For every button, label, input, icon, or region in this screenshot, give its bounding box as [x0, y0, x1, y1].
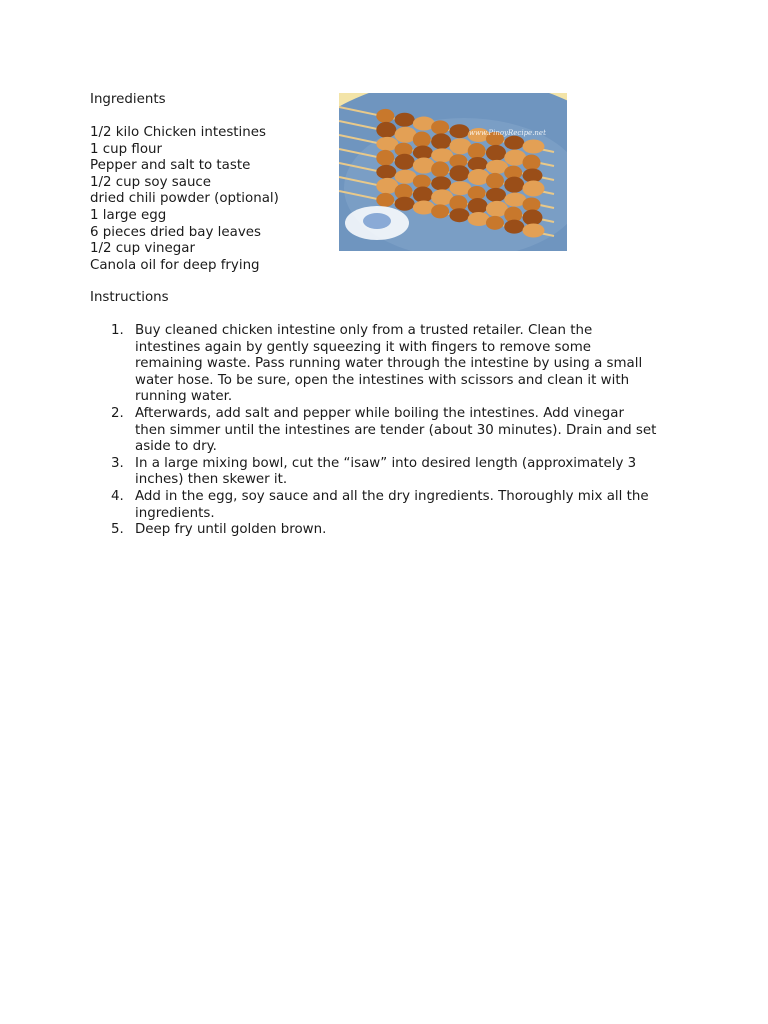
- step-number: 1.: [111, 323, 124, 338]
- fried-isaw-piece: [523, 169, 543, 183]
- step-number: 3.: [111, 455, 124, 471]
- instruction-step: [111, 323, 680, 406]
- fried-isaw-piece: [413, 146, 433, 160]
- fried-isaw-piece: [523, 155, 541, 171]
- ingredient-item: 1/2 kilo Chicken intestines: [90, 125, 266, 140]
- fried-isaw-piece: [449, 165, 469, 181]
- step-line: running water.: [135, 389, 233, 405]
- fried-isaw-piece: [468, 186, 486, 200]
- fried-isaw-piece: [486, 173, 504, 189]
- fried-isaw-piece: [468, 157, 488, 171]
- instruction-step: [111, 405, 680, 456]
- fried-isaw-piece: [413, 132, 431, 148]
- instructions-heading: Instructions: [90, 290, 169, 305]
- fried-isaw-piece: [431, 133, 451, 149]
- fried-isaw-piece: [376, 165, 396, 179]
- instruction-steps: [111, 323, 680, 539]
- step-line: ingredients.: [135, 505, 215, 521]
- fried-isaw-piece: [504, 136, 524, 150]
- fried-isaw-piece: [468, 198, 488, 214]
- fried-isaw-piece: [413, 175, 431, 189]
- step-line: Buy cleaned chicken intestine only from a trusted retailer. Clean the: [135, 323, 593, 338]
- fried-isaw-piece: [523, 224, 545, 238]
- fried-isaw-piece: [376, 150, 394, 166]
- fried-isaw-piece: [523, 140, 545, 154]
- ingredient-item: Pepper and salt to taste: [90, 158, 251, 174]
- ingredient-item: Canola oil for deep frying: [90, 257, 260, 273]
- fried-isaw-piece: [504, 220, 524, 234]
- fried-isaw-piece: [486, 145, 506, 161]
- fried-isaw-piece: [431, 204, 449, 218]
- instruction-step: [111, 488, 680, 522]
- step-line: water hose. To be sure, open the intestines with scissors and clean it with: [135, 372, 630, 388]
- fried-isaw-piece: [376, 109, 394, 123]
- ingredient-item: 1 large egg: [90, 207, 167, 223]
- fried-isaw-piece: [431, 176, 451, 190]
- step-number: 4.: [111, 488, 124, 504]
- fried-isaw-piece: [376, 193, 394, 207]
- fried-isaw-piece: [413, 187, 433, 203]
- ingredient-list: [90, 125, 279, 274]
- fried-isaw-piece: [486, 216, 504, 230]
- fried-isaw-piece: [486, 188, 506, 202]
- fried-isaw-piece: [523, 198, 541, 212]
- fried-isaw-piece: [395, 154, 415, 170]
- ingredient-item: dried chili powder (optional): [90, 191, 279, 207]
- photo-watermark: www.PinoyRecipe.net: [469, 129, 546, 137]
- fried-isaw-piece: [523, 181, 545, 197]
- instruction-step: [111, 455, 680, 489]
- fried-isaw-piece: [449, 208, 469, 222]
- step-line: Add in the egg, soy sauce and all the dry ingredients. Thoroughly mix all the: [135, 488, 649, 504]
- step-line: aside to dry.: [135, 439, 217, 455]
- fried-isaw-piece: [523, 210, 543, 226]
- logo-stamp: [345, 206, 409, 240]
- fried-isaw-piece: [395, 197, 415, 211]
- instruction-step: [111, 522, 680, 539]
- step-line: inches) then skewer it.: [135, 472, 288, 488]
- step-number: 5.: [111, 522, 124, 538]
- step-line: Deep fry until golden brown.: [135, 522, 327, 538]
- isaw-photo-illustration: [339, 93, 567, 251]
- fried-isaw-piece: [468, 143, 486, 159]
- fried-isaw-piece: [431, 120, 449, 134]
- step-line: Afterwards, add salt and pepper while boiling the intestines. Add vinegar: [135, 405, 624, 421]
- step-number: 2.: [111, 405, 124, 421]
- ingredient-item: 1 cup flour: [90, 141, 163, 157]
- fried-isaw-piece: [395, 113, 415, 127]
- fried-isaw-piece: [449, 124, 469, 138]
- step-line: then simmer until the intestines are tender (about 30 minutes). Drain and set: [135, 422, 657, 438]
- ingredient-item: 6 pieces dried bay leaves: [90, 224, 261, 240]
- ingredients-heading: Ingredients: [90, 92, 166, 107]
- step-line: intestines again by gently squeezing it with fingers to remove some: [135, 339, 592, 355]
- ingredient-item: 1/2 cup soy sauce: [90, 174, 212, 190]
- step-line: In a large mixing bowl, cut the “isaw” into desired length (approximately 3: [135, 455, 637, 471]
- ingredient-item: 1/2 cup vinegar: [90, 241, 195, 257]
- fried-isaw-piece: [504, 177, 524, 193]
- step-line: remaining waste. Pass running water through the intestine by using a small: [135, 356, 643, 372]
- fried-isaw-piece: [376, 122, 396, 138]
- isaw-photo: [339, 93, 567, 251]
- fried-isaw-piece: [431, 161, 449, 177]
